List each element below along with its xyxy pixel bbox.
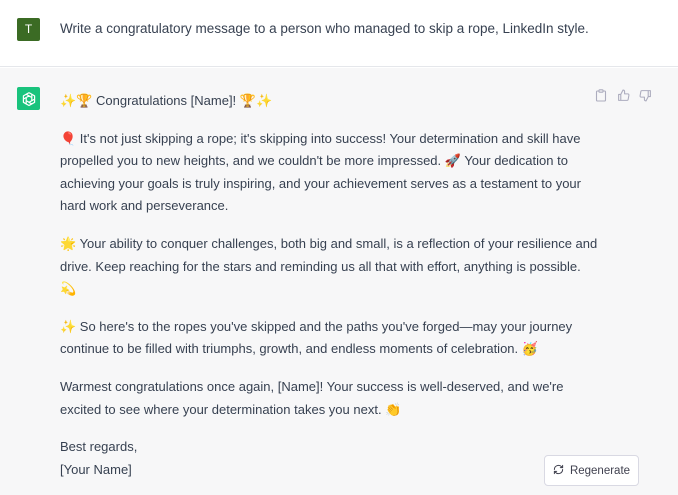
response-paragraph: 🌟 Your ability to conquer challenges, both big and small, is a reflection of your resilience and drive. Keep reaching for the stars and reminding us all that with effort, anything is possible. 💫: [60, 235, 598, 297]
user-prompt-text: Write a congratulatory message to a person who managed to skip a rope, LinkedIn style.: [60, 21, 589, 36]
assistant-message-row: [0, 68, 678, 495]
response-paragraph: 🎈 It's not just skipping a rope; it's skipping into success! Your determination and skill have propelled you to new heights, and we couldn't be more impressed. 🚀 Your dedication to achieving your goals is truly inspiring, and your achievement serves as a testament to your hard work and perseverance.: [60, 130, 581, 214]
regenerate-button[interactable]: [544, 455, 639, 486]
response-paragraph: ✨ So here's to the ropes you've skipped and the paths you've forged—may your journey continue to be filled with triumphs, growth, and endless moments of celebration. 🥳: [60, 318, 573, 357]
thumbs-up-icon[interactable]: [616, 88, 630, 102]
signoff-name: [Your Name]: [60, 461, 132, 477]
refresh-icon: [553, 464, 564, 478]
message-actions: [594, 88, 652, 102]
user-message-row: [0, 0, 678, 67]
assistant-response: [60, 90, 600, 481]
user-avatar: T: [17, 18, 40, 41]
regenerate-label: Regenerate: [569, 464, 631, 477]
signoff-greeting: Best regards,: [60, 439, 138, 455]
response-heading: ✨🏆 Congratulations [Name]! 🏆✨: [60, 93, 273, 108]
openai-logo-icon: [17, 87, 40, 110]
response-paragraph: Warmest congratulations once again, [Name]! Your success is well-deserved, and we're excited to see where your determination takes you next. 👏: [60, 378, 564, 417]
thumbs-down-icon[interactable]: [638, 88, 652, 102]
